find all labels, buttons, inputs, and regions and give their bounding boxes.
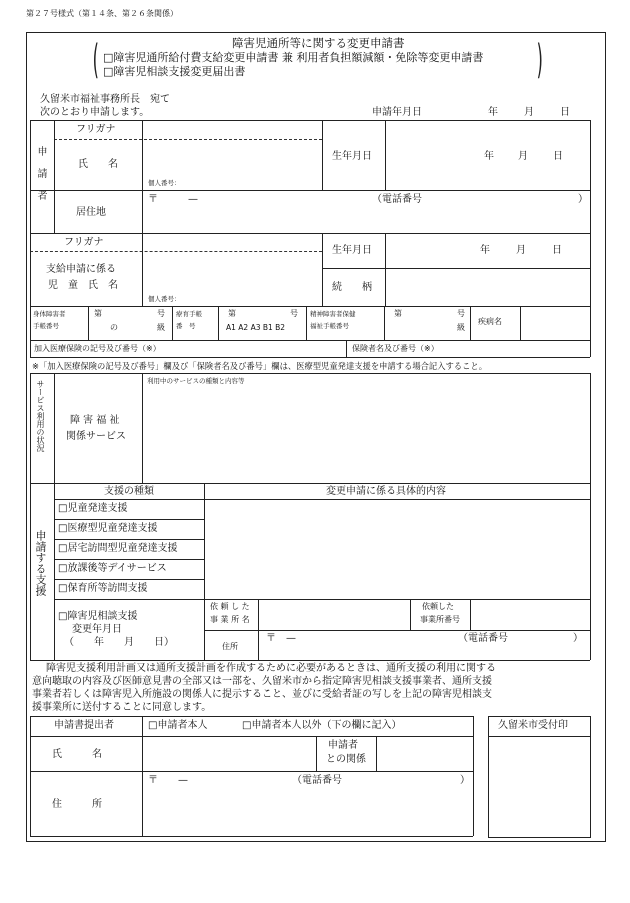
submitter-phone[interactable]: （電話番号 [292,775,342,786]
intro-text: 次のとおり申請します。 [40,107,150,118]
applicant-name-label: 氏 名 [78,159,118,170]
physical-cert-go: 号 [157,309,165,318]
support-side-label: 申請する支援 [34,530,47,596]
date-year[interactable]: 年 [488,107,498,118]
submitter-postal[interactable]: 〒 — [148,775,188,786]
office-no-label-2: 事業所番号 [420,615,460,624]
child-furigana-label: フリガナ [64,237,104,248]
office-name-label-2: 事 業 所 名 [210,615,250,624]
rehab-cert-go: 号 [290,309,298,318]
child-personal-no[interactable]: 個人番号： [148,295,181,303]
physical-cert-label-1: 身体障害者 [33,310,66,318]
submitter-self-checkbox[interactable]: □申請者本人 [148,720,208,731]
applicant-phone-close: ） [578,194,588,205]
office-address-label: 住所 [222,642,238,651]
applicant-personal-no[interactable]: 個人番号： [148,179,181,187]
child-dob-year[interactable]: 年 [480,245,490,256]
rehab-grade-options[interactable]: A1 A2 A3 B1 B2 [226,323,286,332]
applicant-phone[interactable]: （電話番号 [372,194,422,205]
rehab-cert-dai[interactable]: 第 [228,309,236,318]
consult-change-date-value[interactable]: （ 年 月 日） [64,637,174,648]
title-option-2[interactable]: □障害児相談支援変更届出書 [103,65,246,78]
applicant-address-label: 居住地 [76,207,106,218]
support-type-1[interactable]: □児童発達支援 [58,503,128,514]
physical-cert-dai[interactable]: 第 [94,309,102,318]
support-content-header: 変更申請に係る具体的内容 [326,486,446,497]
title-option-1[interactable]: □障害児通所給付費支給変更申請書 兼 利用者負担額減額・免除等変更申請書 [103,51,484,64]
submitter-other-checkbox[interactable]: □申請者本人以外（下の欄に記入） [242,720,402,731]
applicant-dob-year[interactable]: 年 [484,151,494,162]
submitter-relation-label-1: 申請者 [328,740,358,751]
consent-line-2: 意向聴取の内容及び医師意見書の全部又は一部を、久留米市から指定障害児相談支援事業者、通所支援 [32,676,492,687]
insurer-label: 保険者名及び番号（※） [352,344,439,353]
submitter-address-label: 住 所 [52,799,102,810]
consent-line-4: 援事業所に送付することに同意します。 [32,702,212,713]
office-name-label-1: 依 頼 し た [210,602,250,611]
child-relation-label: 続 柄 [332,282,372,293]
submitter-name-label: 氏 名 [52,749,102,760]
stamp-label: 久留米市受付印 [498,720,568,731]
child-dob-month[interactable]: 月 [516,245,526,256]
date-month[interactable]: 月 [524,107,534,118]
service-side-label: サービス利用の状況 [36,380,45,452]
mental-cert-label-2: 福祉手帳番号 [310,322,349,330]
support-type-2[interactable]: □医療型児童発達支援 [58,523,158,534]
rehab-cert-label-2: 番 号 [176,322,196,330]
service-label-1: 障 害 福 祉 [70,415,120,426]
service-label-2: 関係サービス [66,431,126,442]
support-type-3[interactable]: □居宅訪問型児童発達支援 [58,543,178,554]
child-name-label-1: 支給申請に係る [46,264,116,275]
submitter-phone-close: ） [460,775,470,786]
form-title: 障害児通所等に関する変更申請書 [232,36,405,50]
office-phone[interactable]: （電話番号 [458,633,508,644]
mental-cert-dai[interactable]: 第 [394,309,402,318]
consent-line-3: 事業者若しくは障害児入所施設の関係人に提示すること、並びに受給者証の写しを上記の障害児相談支 [32,689,492,700]
office-phone-close: ） [573,633,583,644]
child-name-label-2: 児 童 氏 名 [48,280,118,291]
support-type-4[interactable]: □放課後等デイサービス [58,563,167,574]
addressee: 久留米市福祉事務所長 宛て [40,94,170,105]
applicant-dob-label: 生年月日 [332,151,372,162]
consult-support-checkbox[interactable]: □障害児相談支援 [58,611,138,622]
left-brace: ( [92,37,99,83]
applicant-side-label: 申請者 [35,146,46,212]
insurance-note: ※「加入医療保険の記号及び番号」欄及び「保険者名及び番号」欄は、医療型児童発達支援を申請する場合記入すること。 [32,361,487,371]
applicant-dob-month[interactable]: 月 [518,151,528,162]
service-hint: 利用中のサービスの種類と内容等 [147,377,245,385]
support-type-header: 支援の種類 [104,486,154,497]
date-day[interactable]: 日 [560,107,570,118]
form-number: 第２７号様式（第１４条、第２６条関係） [26,9,178,18]
child-dob-label: 生年月日 [332,245,372,256]
mental-cert-label-1: 精神障害者保健 [310,310,356,318]
physical-cert-kyu[interactable]: 級 [157,323,165,332]
applicant-furigana-label: フリガナ [76,124,116,135]
insurance-label: 加入医療保険の記号及び番号（※） [34,344,161,353]
submitter-relation-label-2: との関係 [326,754,366,765]
right-brace: ) [536,37,543,83]
mental-cert-go: 号 [457,309,465,318]
child-dob-day[interactable]: 日 [552,245,562,256]
physical-cert-no: の [110,323,118,332]
office-no-label-1: 依頼した [422,602,454,611]
support-type-5[interactable]: □保育所等訪問支援 [58,583,148,594]
applicant-dob-day[interactable]: 日 [553,151,563,162]
physical-cert-label-2: 手帳番号 [33,322,59,330]
disease-label: 疾病名 [478,317,502,326]
submitter-label: 申請書提出者 [54,720,114,731]
consent-line-1: 障害児支援利用計画又は通所支援計画を作成するために必要があるときは、通所支援の利用に関する [46,663,496,674]
office-postal[interactable]: 〒 — [266,633,296,644]
rehab-cert-label-1: 療育手帳 [176,310,202,318]
mental-cert-kyu[interactable]: 級 [457,323,465,332]
date-label: 申請年月日 [372,107,422,118]
consult-change-date-label: 変更年月日 [72,624,122,635]
applicant-postal[interactable]: 〒 — [148,194,198,205]
